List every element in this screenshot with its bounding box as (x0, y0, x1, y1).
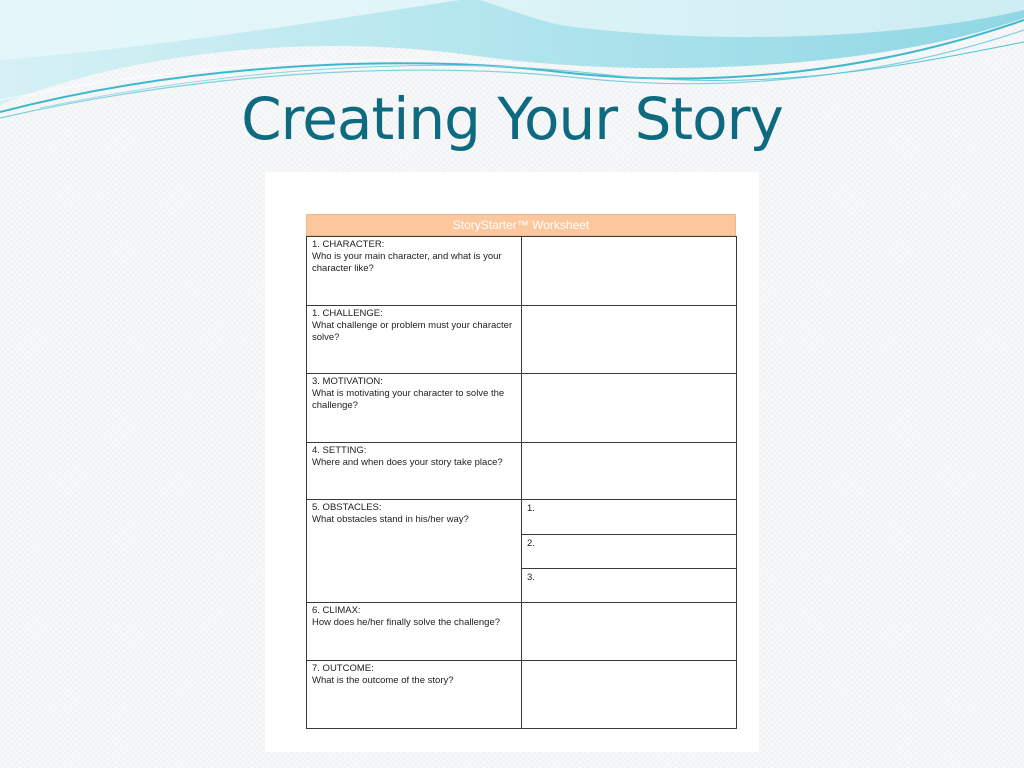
obstacle-answer-cell (522, 535, 737, 569)
question-cell (307, 603, 522, 661)
obstacle-number: 3. (527, 572, 535, 583)
table-row-climax (307, 603, 737, 661)
question-cell (307, 443, 522, 500)
section-title: 1. CHARACTER: (312, 239, 385, 250)
question-cell (307, 306, 522, 374)
table-row-challenge (307, 306, 737, 374)
question-cell (307, 374, 522, 443)
answer-cell (522, 661, 737, 729)
worksheet-header: StoryStarter™ Worksheet (306, 214, 736, 236)
section-title: 5. OBSTACLES: (312, 502, 382, 513)
question-cell (307, 661, 522, 729)
section-question: Where and when does your story take place? (312, 457, 503, 468)
table-row-setting (307, 443, 737, 500)
obstacle-number: 1. (527, 503, 535, 514)
answer-cell (522, 374, 737, 443)
table-row-character (307, 237, 737, 306)
section-question: What is motivating your character to solve the challenge? (312, 388, 505, 411)
section-title: 4. SETTING: (312, 445, 367, 456)
section-title: 3. MOTIVATION: (312, 376, 383, 387)
section-title: 7. OUTCOME: (312, 663, 374, 674)
section-question: Who is your main character, and what is your character like? (312, 251, 502, 274)
table-row-obstacles (307, 500, 737, 535)
answer-cell (522, 603, 737, 661)
section-title: 1. CHALLENGE: (312, 308, 383, 319)
storystarter-worksheet (306, 214, 736, 729)
section-question: What obstacles stand in his/her way? (312, 514, 469, 525)
answer-cell (522, 237, 737, 306)
slide-title: Creating Your Story (241, 85, 783, 153)
answer-cell (522, 443, 737, 500)
obstacle-answer-cell (522, 500, 737, 535)
section-question: What is the outcome of the story? (312, 675, 454, 686)
obstacle-number: 2. (527, 538, 535, 549)
section-title: 6. CLIMAX: (312, 605, 361, 616)
question-cell (307, 237, 522, 306)
worksheet-table (306, 236, 737, 729)
section-question: What challenge or problem must your character solve? (312, 320, 513, 343)
question-cell (307, 500, 522, 603)
table-row-motivation (307, 374, 737, 443)
section-question: How does he/her finally solve the challenge? (312, 617, 501, 628)
answer-cell (522, 306, 737, 374)
table-row-outcome (307, 661, 737, 729)
obstacle-answer-cell (522, 569, 737, 603)
